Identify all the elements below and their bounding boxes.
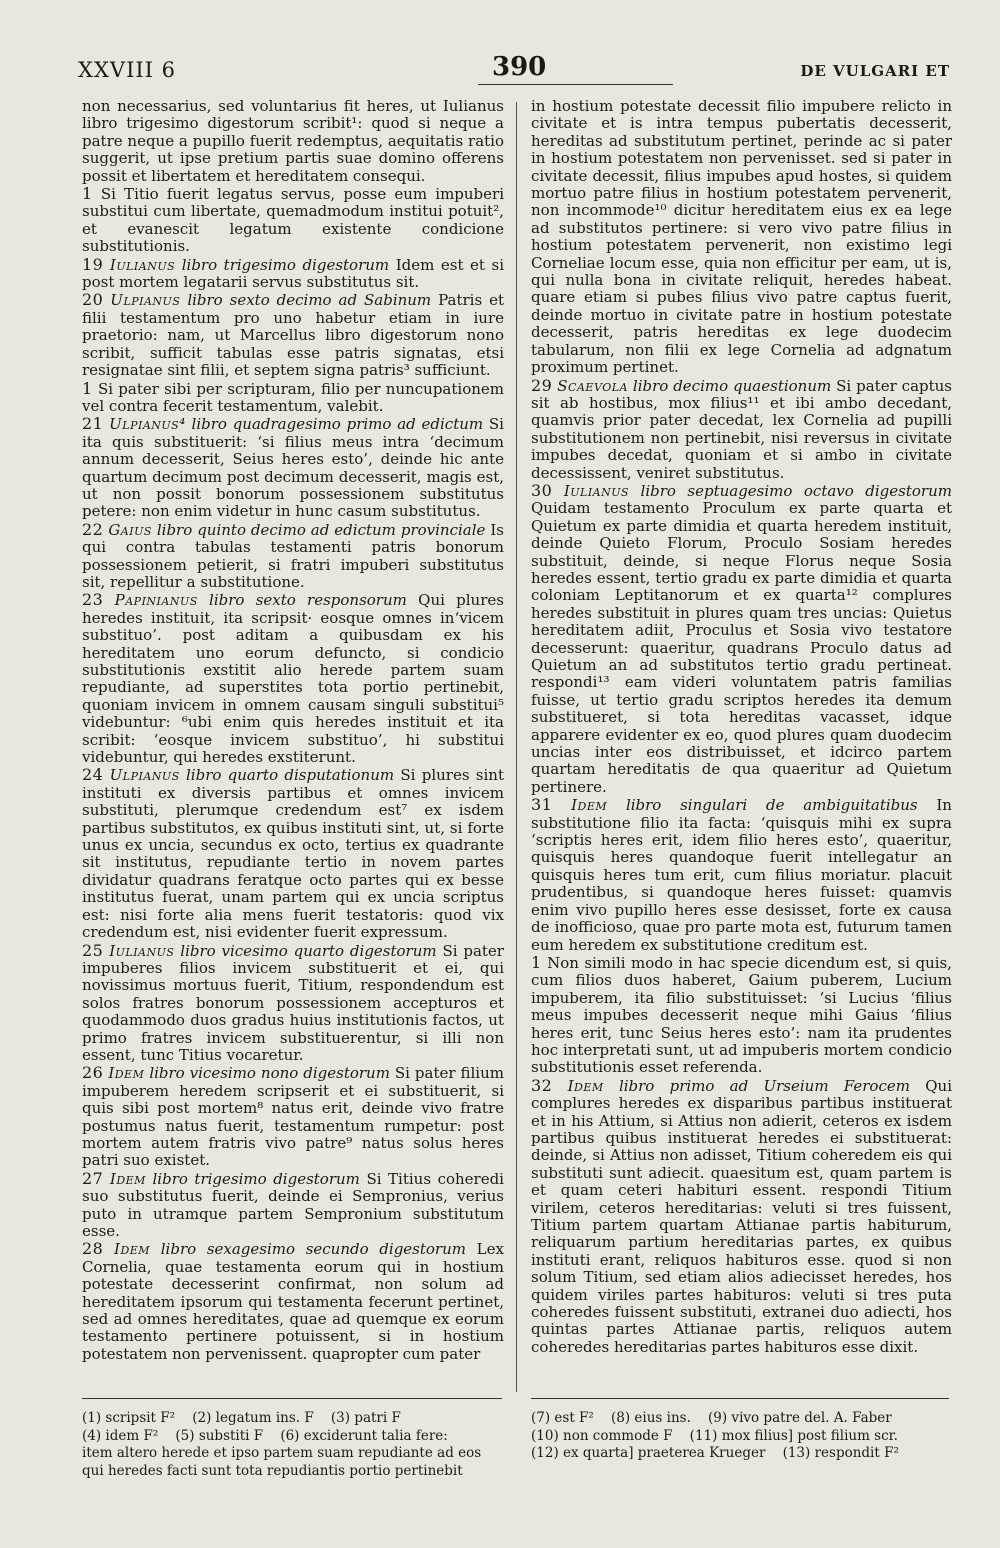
fragment-text: Idem est et si post mortem legatarii servus substitutus sit. (82, 255, 504, 292)
fragment-text: Qui plures heredes instituit, ita scripsit· eosque omnes in‘vicem substituo’. post aditam a quibusdam ex his hereditatem uno eorum defuncto, si condicio substitutionis exstitit alio herede partem suam repudiante, ad superstites tota portio pertinebit, quoniam invicem in omnem causam singuli substitui⁵ videbuntur: ⁶ubi enim quis heredes instituit et ita scribit: ‘eosque invicem substituo’, hi substitui videbuntur, qui heredes exstiterunt. (82, 591, 504, 767)
fragment-work-title: libro primo ad Urseium Ferocem (618, 1076, 910, 1095)
text-column-left (82, 98, 504, 1363)
fragment-paragraph (82, 98, 504, 185)
page-header (78, 52, 950, 92)
fragment-number: 1 (82, 184, 93, 204)
fragment-work-title: libro trigesimo digestorum (181, 255, 390, 274)
fragment-number: 26 (82, 1063, 104, 1083)
fragment-author: Ulpianus (109, 766, 180, 785)
fragment-text: Si ita quis substituerit: ‘si filius meus intra ‘decimum annum decesserit, Seius heres esto’, deinde hic ante quartum decimum post decimum decesserit, magis est, ut non possit bonorum possessionem substitutus petere: non enim videtur in hunc casum substitutus. (82, 415, 504, 521)
footnote-line: (1) scripsit F² (2) legatum ins. F (3) patri F (82, 1410, 401, 1426)
fragment-number: 19 (82, 254, 104, 274)
footnote-line: item altero herede et ipso partem suam repudiante ad eos (82, 1445, 482, 1461)
fragment-author: Iulianus (563, 481, 630, 500)
fragment-author: Ulpianus⁴ (109, 415, 186, 434)
fragment-number: 20 (82, 290, 104, 310)
footnote-line: qui heredes facti sunt tota repudiantis portio pertinebit (82, 1462, 463, 1479)
fragment-text: Lex Cornelia, quae testamenta eorum qui in hostium potestate decesserint confirmat, non solum ad hereditatem ipsorum qui testamenta fecerunt pertinet, sed ad omnes hereditates, quae ad quemque ex eorum testamento pertinere potuissent, si in hostium potestatem non pervenissent. quapropter cum pater (82, 1240, 504, 1363)
fragment-work-title: libro septuagesimo octavo digestorum (640, 481, 952, 500)
fragment-text: Is qui contra tabulas testamenti patris bonorum possessionem petierit, si fratri impuberi substitutus sit, repellitur a substitutione. (82, 520, 504, 591)
fragment-number: 23 (82, 590, 104, 610)
footnote-rule-right (531, 1398, 949, 1399)
fragment-text: Si Titius coheredi suo substitutus fuerit, deinde ei Sempronius, verius puto in utramque partem Sempronium substitutum esse. (82, 1169, 504, 1240)
header-rule (478, 84, 673, 85)
fragment-text: Patris et filii testamentum pro uno habetur etiam in iure praetorio: nam, ut Marcellus libro digestorum nono scribit, sufficit tabulas esse patris signatas, etsi resignatae sint filii, et septem signa patris³ sufficiunt. (82, 291, 504, 380)
fragment-text: Si plures sint instituti ex diversis partibus et omnes invicem substituti, plerumque credendum est⁷ ex isdem partibus substitutos, ex quibus instituti sint, ut, si forte unus ex uncia, secundus ex octo, tertius ex quadrante sit institutus, repudiante tertio in novem partes dividatur quadrans feratque octo partes qui ex besse institutus fuerat, unam partem qui ex uncia scriptus est: nisi forte alia mens fuerit testatoris: quod vix credendum est, nisi evidenter fuerit expressum. (82, 766, 504, 942)
fragment-text: Quidam testamento Proculum ex parte quarta et Quietum ex parte dimidia et quarta heredem instituit, deinde Quieto Florum, Proculo Sosiam heredes substituit, deinde, si neque Florus neque Sosia heredes essent, tertio gradu ex parte dimidia et quarta coloniam Leptitanorum et ex quarta¹² complures heredes substituit in plures quam tres uncias: Quietus hereditatem adiit, Proculus et Sosia vivo testatore decesserunt: quaeritur, quadrans Proculo datus ad Quietum an ad substitutos tertio gradu pertineat. respondi¹³ eam videri voluntatem patris familias fuisse, ut tertio gradu scriptos heredes ita demum substitueret, si tota hereditas vacasset, idque apparere evidenter ex eo, quod plures quam duodecim uncias inter eos distribuisset, et idcirco partem quartam hereditatis de qua quaeritur ad Quietum pertinere. (531, 499, 952, 796)
fragment-author: Idem (108, 1064, 145, 1083)
fragment-paragraph (82, 256, 504, 292)
fragment-work-title: libro vicesimo nono digestorum (149, 1064, 390, 1083)
fragment-number: 25 (82, 940, 104, 960)
fragment-text: Si pater impuberes filios invicem substituerit et ei, qui novissimus mortuus fuerit, Titium, respondendum est solos fratres bonorum possessionem accepturos et quodammodo duos gradus huius institutionis factos, ut primo fratres invicem substituerentur, si illi non essent, tunc Titius vocaretur. (82, 941, 504, 1064)
fragment-number: 31 (531, 795, 553, 815)
fragment-text: Qui complures heredes ex disparibus partibus instituerat et in his Attium, si Attius non adierit, ceteros ex isdem partibus quibus instituerat heredes ei substituerat: deinde, si Attius non adisset, Titium coheredem eis qui substituti sunt adiecit. quaesitum est, quam partem is et quam ceteri habituri essent. respondi Titium virilem, ceteros hereditarias: veluti si tres fuissent, Titium partem quartam Attianae partis habiturum, reliquarum partium hereditarias partes, ex quibus instituti erant, reliquos habituros esse. quod si non solum Titium, sed etiam alios adiecisset heredes, hos quidem viriles partes habituros: veluti si tres puta coheredes fuissent substituti, extranei duo adiecti, hos quintas partes Attianae partis, reliquos autem coheredes hereditarias partes habituros esse dixit. (531, 1076, 952, 1356)
column-divider (516, 102, 517, 1392)
page-number: 390 (492, 52, 547, 82)
fragment-paragraph (82, 1064, 504, 1169)
fragment-work-title: libro trigesimo digestorum (152, 1169, 360, 1188)
fragment-author: Gaius (108, 520, 152, 539)
fragment-number: 27 (82, 1168, 104, 1188)
fragment-work-title: libro quarto disputationum (186, 766, 395, 785)
fragment-paragraph (531, 377, 952, 482)
text-column-right (531, 98, 952, 1356)
footnotes-left (82, 1410, 510, 1480)
fragment-paragraph (82, 185, 504, 256)
fragment-text: Si pater captus sit ab hostibus, mox filius¹¹ et ibi ambo decedant, quamvis prior pater decedat, lex Cornelia ad pupilli substitutionem non pertinebit, nisi reversus in civitate impubes decedat, quoniam et si ambo in civitate decessissent, veniret substitutus. (531, 376, 953, 482)
fragment-work-title: libro sexagesimo secundo digestorum (160, 1240, 466, 1259)
fragment-author: Idem (567, 1076, 604, 1095)
fragment-number: 29 (531, 375, 553, 395)
header-section-ref: XXVIII 6 (78, 58, 176, 82)
fragment-number: 1 (82, 378, 93, 398)
fragment-number: 28 (82, 1239, 104, 1259)
fragment-number: 22 (82, 519, 104, 539)
fragment-work-title: libro sexto responsorum (209, 591, 407, 610)
fragment-number: 32 (531, 1075, 553, 1095)
footnotes-right (531, 1410, 956, 1463)
fragment-number: 21 (82, 414, 104, 434)
fragment-paragraph (531, 482, 952, 796)
fragment-author: Idem (571, 796, 608, 815)
fragment-work-title: libro quadragesimo primo ad edictum (191, 415, 484, 434)
fragment-text: Si pater filium impuberem heredem scripserit et ei substituerit, si quis sibi post mortem⁸ natus erit, deinde vivo fratre postumus natus fuerit, testamentum rumpetur: post mortem autem fratris vivo patre⁹ natus solus heres patri suo existet. (82, 1064, 504, 1170)
fragment-paragraph (82, 291, 504, 379)
fragment-number: 1 (531, 952, 542, 972)
fragment-work-title: libro vicesimo quarto digestorum (180, 941, 437, 960)
fragment-paragraph (82, 380, 504, 416)
fragment-author: Iulianus (109, 255, 176, 274)
fragment-author: Ulpianus (110, 291, 181, 310)
fragment-paragraph (531, 954, 952, 1077)
fragment-paragraph (82, 521, 504, 592)
fragment-paragraph (82, 1240, 504, 1363)
fragment-paragraph (82, 1170, 504, 1241)
fragment-paragraph (82, 591, 504, 766)
fragment-text: non necessarius, sed voluntarius fit heres, ut Iulianus libro trigesimo digestorum scribit¹: quod si neque a patre neque a pupillo fuerit redemptus, aequitatis ratio suggerit, ut ipse pretium partis suae domino offerens possit et libertatem et hereditatem consequi. (82, 97, 504, 185)
footnote-line: (12) ex quarta] praeterea Krueger (13) respondit F² (531, 1445, 899, 1461)
fragment-paragraph (531, 98, 952, 377)
fragment-author: Iulianus (109, 941, 175, 960)
fragment-paragraph (82, 942, 504, 1065)
fragment-paragraph (531, 1077, 952, 1357)
footnote-line: (7) est F² (8) eius ins. (9) vivo patre del. A. Faber (531, 1410, 892, 1426)
fragment-work-title: libro sexto decimo ad Sabinum (187, 291, 432, 310)
footnote-line: (4) idem F² (5) substiti F (6) exciderunt talia fere: (82, 1427, 448, 1444)
fragment-author: Idem (114, 1240, 151, 1259)
fragment-author: Papinianus (114, 591, 198, 610)
fragment-author: Idem (109, 1169, 146, 1188)
fragment-paragraph (82, 415, 504, 520)
fragment-text: Si Titio fuerit legatus servus, posse eum impuberi substitui cum libertate, quemadmodum institui potuit², et evanescit legatum existente condicione substitutionis. (82, 185, 504, 256)
fragment-text: Si pater sibi per scripturam, filio per nuncupationem vel contra fecerit testamentum, valebit. (82, 379, 504, 415)
fragment-text: In substitutione filio ita facta: ‘quisquis mihi ex supra ‘scriptis heres erit, idem filio heres esto’, quaeritur, quisquis heres quandoque fuerit intellegatur an quisquis heres tum erit, cum filius moriatur. placuit prudentibus, si quandoque heres fuisset: quamvis enim vivo pupillo heres esse desisset, forte ex causa de inofficioso, quae pro parte mota est, futurum tamen eum heredem ex substitutione creditum est. (531, 796, 952, 954)
fragment-work-title: libro singulari de ambiguitatibus (625, 796, 918, 815)
fragment-paragraph (531, 796, 952, 954)
footnote-line: (10) non commode F (11) mox filius] post filium scr. (531, 1427, 898, 1444)
fragment-work-title: libro decimo quaestionum (632, 376, 832, 395)
fragment-text: in hostium potestate decessit filio impubere relicto in civitate et is intra tempus pubertatis decesserit, hereditas ad substitutum pertinet, perinde ac si pater in hostium potestatem non pervenisset. sed si pater in civitate decessit, filius impubes apud hostes, si quidem mortuo patre filius in hostium potestatem pervenerit, non incommode¹⁰ dicitur hereditatem eius ex ea lege ad substitutos pertinere: si vero vivo patre filius in hostium potestatem pervenerit, non existimo legi Corneliae locum esse, quia non efficitur per eam, ut is, qui nulla bona in civitate reliquit, heredes habeat. quare etiam si pubes filius vivo patre captus fuerit, deinde mortuo in civitate patre in hostium potestate decesserit, patris hereditas ex lege duodecim tabularum, non filii ex lege Cornelia ad adgnatum proximum pertinet. (531, 97, 952, 377)
fragment-number: 24 (82, 765, 104, 785)
fragment-text: Non simili modo in hac specie dicendum est, si quis, cum filios duos haberet, Gaium puberem, Lucium impuberem, ita filio substituisset: ‘si Lucius ‘filius meus impubes decesserit neque mihi Gaius ‘filius heres erit, tunc Seius heres esto’: nam ita prudentes hoc interpretati sunt, ut ad impuberis mortem condicio substitutionis esset referenda. (531, 953, 952, 1077)
footnote-rule-left (82, 1398, 502, 1399)
fragment-paragraph (82, 766, 504, 941)
header-running-title: DE VULGARI ET (800, 62, 950, 80)
fragment-work-title: libro quinto decimo ad edictum provinciale (156, 520, 486, 539)
fragment-author: Scaevola (557, 376, 628, 395)
fragment-number: 30 (531, 480, 553, 500)
